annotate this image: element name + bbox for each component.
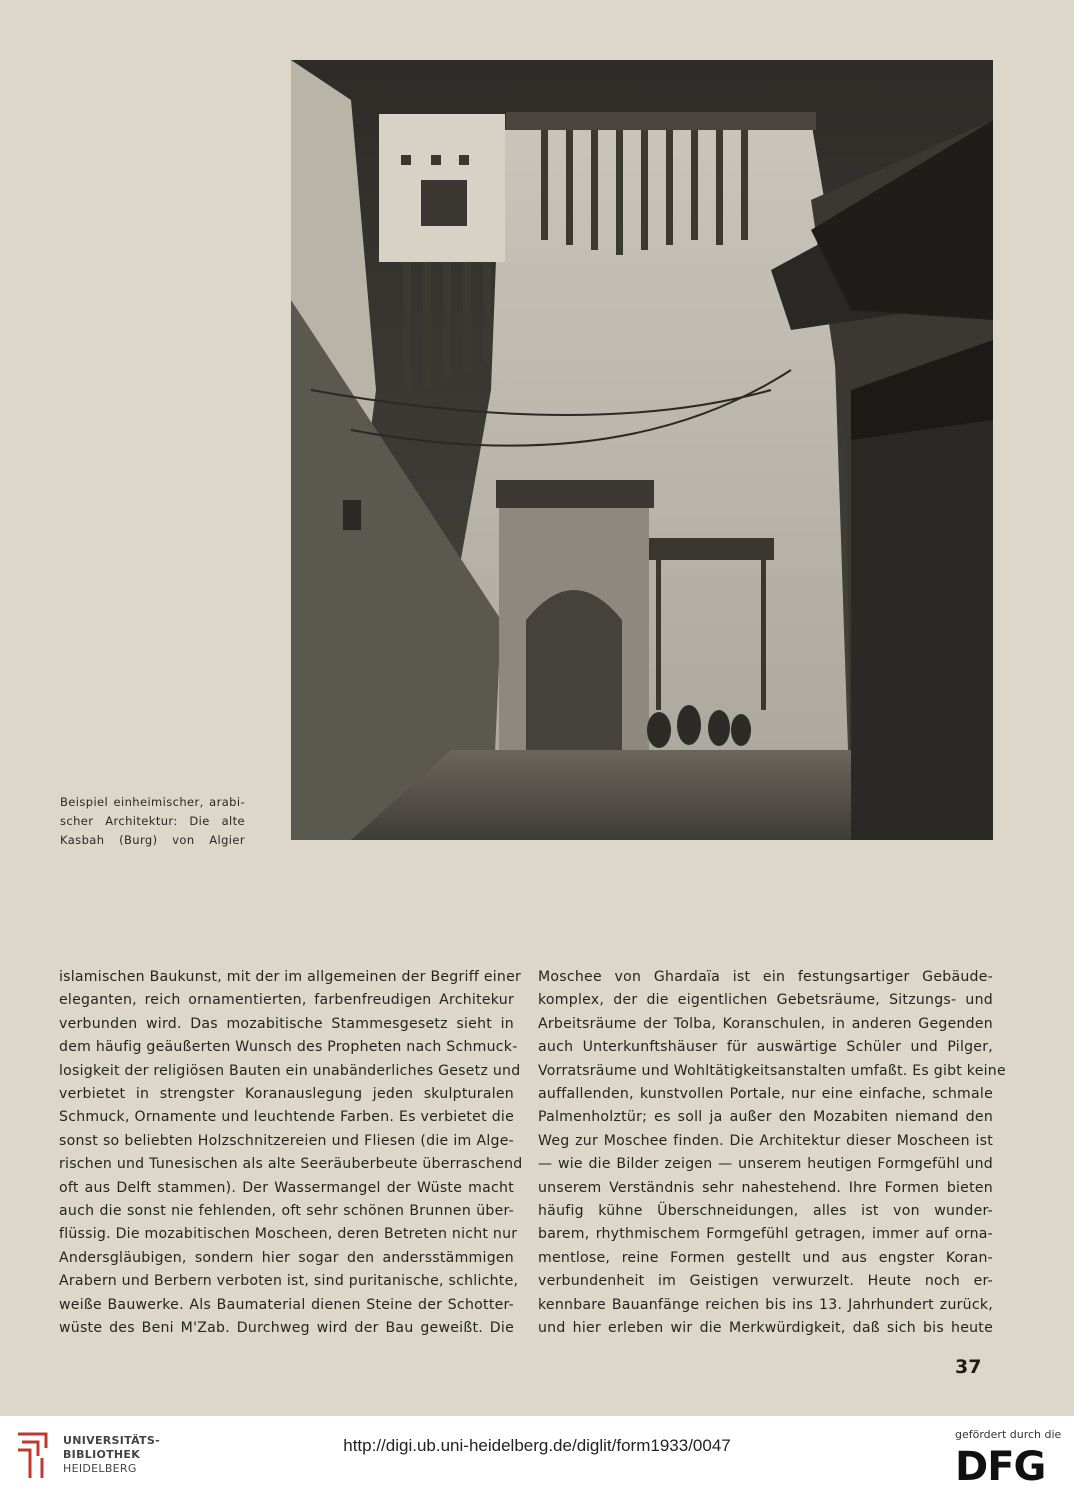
text-line: auffallenden, kunstvollen Portale, nur eine einfache, schmale [538,1086,993,1103]
text-line: weiße Bauwerke. Als Baumaterial dienen Steine der Schotter- [59,1296,514,1313]
caption-line: scher Architektur: Die alte [60,814,245,828]
text-line: flüssig. Die mozabitischen Moscheen, deren Betreten nicht nur [59,1226,518,1243]
text-line: verbundenheit im Geistigen verwurzelt. Heute noch er- [538,1273,993,1290]
text-line: islamischen Baukunst, mit der im allgemeinen der Begriff einer [59,969,522,985]
text-line: oft aus Delft stammen). Der Wassermangel der Wüste macht [59,1179,514,1196]
text-line: mentlose, reine Formen gestellt und aus engster Koran- [538,1249,993,1266]
text-line: — wie die Bilder zeigen — unserem heutigen Formgefühl und [538,1156,993,1173]
text-line: rischen und Tunesischen als alte Seeräuberbeute überraschend [59,1156,523,1173]
text-line: Andersgläubigen, sondern hier sogar den andersstämmigen [59,1249,514,1266]
source-url-link[interactable]: http://digi.ub.uni-heidelberg.de/diglit/form1933/0047 [343,1436,731,1455]
library-name-line: BIBLIOTHEK [63,1448,141,1461]
text-line: unserem Verständnis sehr nahestehend. Ihre Formen bieten [538,1179,993,1196]
text-line: verbunden wird. Das mozabitische Stammesgesetz sieht in [59,1015,514,1032]
text-line: barem, rhythmischem Formgefühl getragen, immer auf orna- [538,1226,993,1243]
figure-caption [60,793,245,850]
text-line: Arabern und Berbern verboten ist, sind puritanische, schlichte, [59,1273,519,1290]
dfg-logo: DFG [955,1444,1046,1490]
right-text-column [538,966,1006,1341]
text-line: komplex, der die eigentlichen Gebetsräume, Sitzungs- und [538,992,993,1009]
kasbah-photo-illustration [291,60,993,840]
text-line: Schmuck, Ornamente und leuchtende Farben. Es verbietet die [59,1109,514,1126]
text-line: auch die sonst nie fehlenden, oft sehr schönen Brunnen über- [59,1203,514,1220]
text-line: Weg zur Moschee finden. Die Architektur dieser Moscheen ist [538,1132,993,1149]
text-line: eleganten, reich ornamentierten, farbenfreudigen Architekur [59,992,514,1009]
text-line: kennbare Bauanfänge reichen bis ins 13. Jahrhundert zurück, [538,1296,993,1313]
library-name-line: UNIVERSITÄTS- [63,1434,160,1447]
text-line: häufig kühne Überschneidungen, alles ist von wunder- [538,1203,993,1220]
text-line: verbietet in strengster Koranauslegung jeden skulpturalen [59,1086,514,1103]
text-line: dem häufig geäußerten Wunsch des Propheten nach Schmuck- [59,1039,518,1056]
caption-line: Beispiel einheimischer, arabi- [60,795,245,809]
page-number: 37 [955,1356,982,1378]
text-line: und hier erleben wir die Merkwürdigkeit, daß sich bis heute [538,1320,993,1337]
text-line: Palmenholztür; es soll ja außer den Mozabiten niemand den [538,1109,993,1126]
text-line: Arbeitsräume der Tolba, Koranschulen, in anderen Gegenden [538,1015,993,1032]
text-line: auch Unterkunftshäuser für auswärtige Schüler und Pilger, [538,1039,993,1056]
kasbah-photograph [291,60,993,840]
text-line: Vorratsräume und Wohltätigkeitsanstalten umfaßt. Es gibt keine [538,1062,1006,1079]
text-line: wüste des Beni M'Zab. Durchweg wird der Bau geweißt. Die [59,1320,514,1337]
text-line: sonst so beliebten Holzschnitzereien und Fliesen (die im Alge- [59,1132,514,1149]
text-line: losigkeit der religiösen Bauten ein unabänderliches Gesetz und [59,1062,521,1079]
caption-line: Kasbah (Burg) von Algier [60,833,245,847]
left-text-column [59,966,523,1341]
text-line: Moschee von Ghardaïa ist ein festungsartiger Gebäude- [538,969,993,985]
funding-text: gefördert durch die [955,1428,1062,1441]
library-name-line: HEIDELBERG [63,1462,137,1475]
